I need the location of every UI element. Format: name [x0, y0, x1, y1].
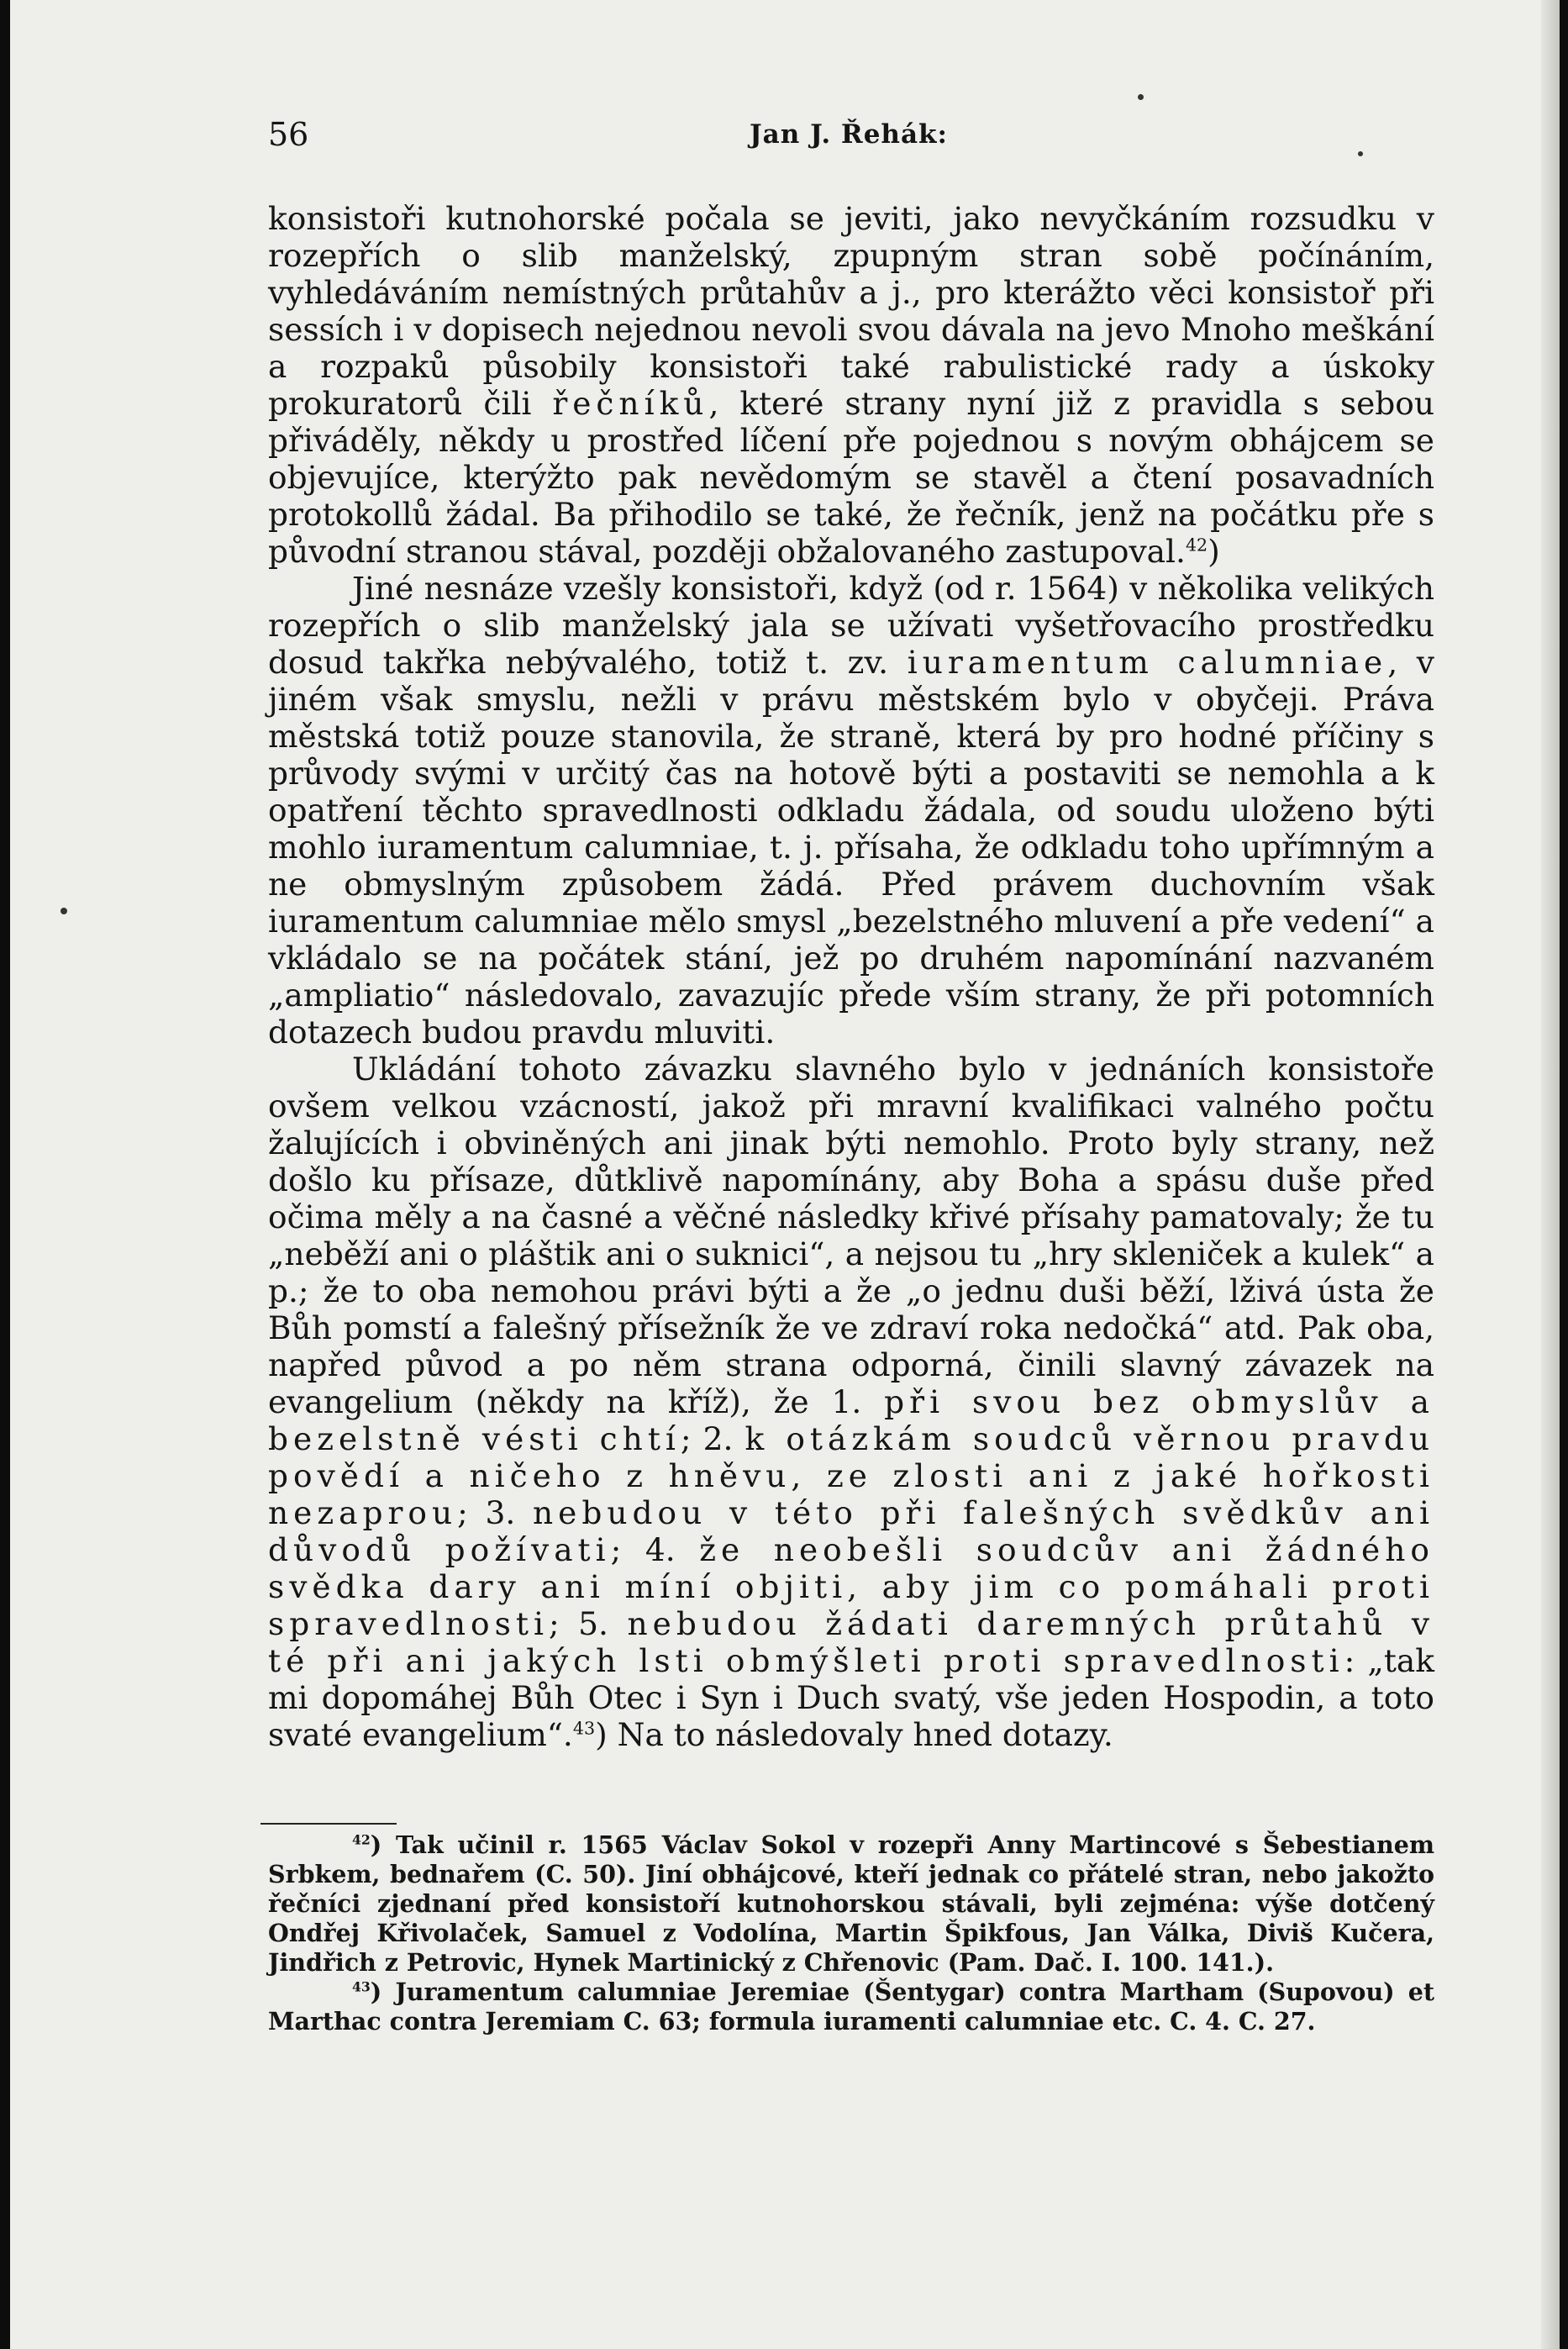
footnote	[268, 1830, 1434, 1978]
text-run: , které strany nyní již z pravidla s sebou přiváděly, někdy u prostřed líčení pře pojednou s novým obhájcem se objevujíce, kterýžto pak nevědomým se stavěl a čtení posavadních protokollů žádal. Ba přihodilo se také, že řečník, jenž na počátku pře s původní stranou stával, později obžalovaného zastupoval.	[268, 385, 1434, 570]
text-run: Jiné nesnáze vzešly konsistoři, když (od r. 1564) v několika velikých rozepřích o slib manželský jala se užívati vyšetřovacího prostředku dosud takřka nebývalého, totiž t. zv.	[268, 570, 1434, 681]
spaced-emphasis: iuramentum calumniae	[907, 644, 1388, 681]
body-text	[268, 200, 1434, 1753]
text-run: konsistoři kutnohorské počala se jeviti, jako nevyčkáním rozsudku v rozepřích o slib manželský, zpupným stran sobě počínáním, vyhledáváním nemístných průtahův a j., pro kterážto věci konsistoř při sessích i v dopisech nejednou nevoli svou dávala na jevo Mnoho meškání a rozpaků působily konsistoři také rabulistické rady a úskoky prokuratorů čili	[268, 200, 1434, 422]
footnote-reference: 42	[1185, 535, 1208, 556]
text-run: Ukládání tohoto závazku slavného bylo v jednáních konsistoře ovšem velkou vzácností, jakož při mravní kvalifikaci valného počtu žalujících i obviněných ani jinak býti nemohlo. Proto byly strany, než došlo ku přísaze, důtklivě napomínány, aby Boha a spásu duše před očima měly a na časné a věčné následky křivé přísahy pamatovaly; že tu „neběží ani o pláštik ani o suknici“, a nejsou tu „hry skleniček a kulek“ a p.; že to oba nemohou právi býti a že „o jednu duši běží, lživá ústa že Bůh pomstí a falešný přísežník že ve zdraví roka nedočká“ atd. Pak oba, napřed původ a po něm strana odporná, činili slavný závazek na evangelium (někdy na kříž), že 1.	[268, 1051, 1434, 1420]
footnote-marker: 42	[352, 1831, 371, 1848]
footnote-divider	[260, 1823, 397, 1825]
book-page	[10, 0, 1560, 2349]
footnote-reference: 43	[572, 1718, 596, 1739]
print-speck	[1138, 94, 1144, 100]
text-run: , v jiném však smyslu, nežli v právu městském bylo v obyčeji. Práva městská totiž pouze stanovila, že straně, která by pro hodné příčiny s průvody svými v určitý čas na hotově býti a postaviti se nemohla a k opatření těchto spravedlnosti odkladu žádala, od soudu uloženo býti mohlo iuramentum calumniae, t. j. přísaha, že odkladu toho upřímným a ne obmyslným způsobem žádá. Před právem duchovním však iuramentum calumniae mělo smysl „bezelstného mluvení a pře vedení“ a vkládalo se na počátek stání, jež po druhém napomínání nazvaném „ampliatio“ následovalo, zavazujíc přede vším strany, že při potomních dotazech budou pravdu mluviti.	[268, 644, 1434, 1051]
page-number: 56	[268, 116, 309, 153]
spaced-emphasis: k otázkám soudců věrnou pravdu povědí a ničeho z hněvu, ze zlosti ani z jaké hořkosti nezaprou	[268, 1420, 1434, 1531]
spaced-emphasis: nebudou v této při falešných svědkův ani důvodů požívati	[268, 1494, 1434, 1568]
text-run: ; 4.	[610, 1531, 700, 1568]
paragraph	[268, 1051, 1434, 1753]
running-title: Jan J. Řehák:	[750, 119, 948, 150]
paragraph	[268, 200, 1434, 570]
text-run: ; 3.	[457, 1494, 533, 1531]
spaced-emphasis: při svou bez obmyslův a bezelstně vésti chtí	[268, 1383, 1434, 1457]
paragraph	[268, 570, 1434, 1051]
page-header	[268, 116, 1434, 158]
text-run: ) Na to následovaly hned dotazy.	[595, 1716, 1113, 1753]
footnote-text: ) Tak učinil r. 1565 Václav Sokol v rozepři Anny Martincové s Šebestianem Srbkem, bednařem (C. 50). Jiní obhájcové, kteří jednak co přátelé stran, nebo jakožto řečníci zjednaní před konsistoří kutnohorskou stávali, byli zejména: výše dotčený Ondřej Křivolaček, Samuel z Vodolína, Martin Špikfous, Jan Válka, Diviš Kučera, Jindřich z Petrovic, Hynek Martinický z Chřenovic (Pam. Dač. I. 100. 141.).	[268, 1830, 1434, 1977]
text-run: ; 5.	[548, 1605, 628, 1642]
text-run: : „tak mi dopomáhej Bůh Otec i Syn i Duch svatý, vše jeden Hospodin, a toto svaté evangelium“.	[268, 1642, 1434, 1753]
footnotes	[268, 1830, 1434, 2036]
print-speck	[1358, 151, 1363, 156]
page-edge	[1541, 0, 1560, 2349]
spaced-emphasis: že neobešli soudcův ani žádného svědka dary ani míní objiti, aby jim co pomáhali proti spravedlnosti	[268, 1531, 1434, 1642]
text-run: ; 2.	[680, 1420, 745, 1457]
spaced-emphasis: řečníků	[552, 385, 709, 422]
footnote-text: ) Juramentum calumniae Jeremiae (Šentygar) contra Martham (Supovou) et Marthac contra Jeremiam C. 63; formula iuramenti calumniae etc. C. 4. C. 27.	[268, 1978, 1434, 2036]
spaced-emphasis: nebudou žádati daremných průtahů v té při ani jakých lsti obmýšleti proti spravedlnosti	[268, 1605, 1434, 1679]
print-speck	[61, 908, 67, 914]
footnote-marker: 43	[352, 1978, 371, 1995]
footnote	[268, 1978, 1434, 2036]
text-run: )	[1208, 533, 1220, 570]
